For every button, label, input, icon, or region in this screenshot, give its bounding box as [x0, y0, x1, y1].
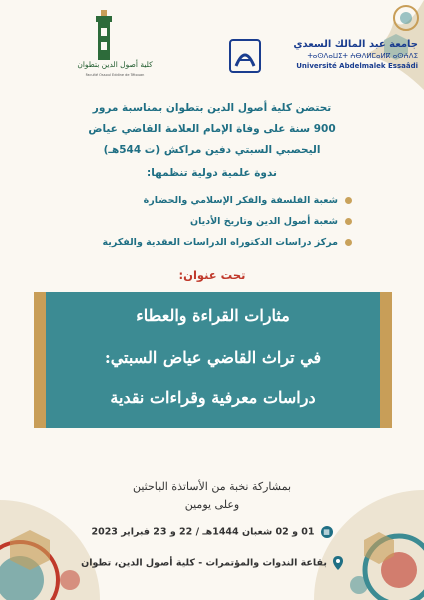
university-name-tz: ⵜⴰⵙⴷⴰⵡⵉⵜ ⵄⴱⴷⵍⵎⴰⵍⴽ ⴰⵙⵄⴷⵉ: [307, 52, 418, 60]
event-date: [0, 526, 424, 538]
location-pin-icon: [333, 556, 343, 570]
title-box: [46, 292, 380, 428]
title-box-side-left: [34, 292, 46, 428]
participation-text: [30, 478, 394, 514]
university-name-en: Université Abdelmalek Essaâdi: [296, 62, 418, 70]
title-box-side-right: [380, 292, 392, 428]
participation-line-1: بمشاركة نخبة من الأساتذة الباحثين: [132, 480, 292, 493]
under-title-label: تحت عنوان:: [178, 268, 246, 282]
faculty-name-ar: كلية أصول الدين بتطوان: [77, 60, 153, 69]
intro-line-3: اليحصبي السبتي دفين مراكش (ت 544هـ): [103, 144, 321, 156]
organizer-label: شعبة أصول الدين وتاريخ الأديان: [189, 216, 338, 227]
university-emblem-icon: [228, 38, 262, 74]
organizer-item: [60, 190, 352, 211]
organizer-item: [60, 211, 352, 232]
faculty-name-en: Faculté Ossoul Eddine de Tétouan: [85, 73, 145, 77]
participation-line-2: وعلى يومين: [184, 498, 240, 511]
bullet-icon: [345, 197, 352, 204]
university-logo: [228, 38, 424, 78]
faculty-logo: [60, 10, 170, 82]
organizer-label: شعبة الفلسفة والفكر الإسلامي والحضارة: [143, 195, 338, 206]
intro-text: [20, 98, 404, 161]
bullet-icon: [345, 218, 352, 225]
intro-line-2: 900 سنة على وفاة الإمام العلامة القاضي عياض: [88, 123, 336, 135]
organizers-list: [60, 190, 352, 253]
bullet-icon: [345, 239, 352, 246]
title-line-3: دراسات معرفية وقراءات نقدية: [110, 388, 316, 407]
event-venue-text: بقاعة الندوات والمؤتمرات - كلية أصول الدين، تطوان: [81, 557, 327, 569]
event-venue: [0, 556, 424, 570]
university-name-ar: جامعة عبد المالك السعدي: [293, 39, 418, 50]
intro-line-1: تحتضن كلية أصول الدين بتطوان بمناسبة مرور: [92, 102, 332, 114]
title-line-1: مثارات القراءة والعطاء: [136, 306, 290, 325]
organizer-label: مركز دراسات الدكتوراه الدراسات العقدية والفكرية: [102, 237, 338, 248]
title-line-2: في تراث القاضي عياض السبتي:: [104, 348, 322, 367]
event-date-text: 01 و 02 شعبان 1444هـ / 22 و 23 فبراير 2023: [91, 526, 315, 538]
organizer-item: [60, 232, 352, 253]
organizers-title: ندوة علمية دولية تنظمها:: [147, 167, 277, 179]
calendar-icon: ▦: [321, 526, 333, 538]
minaret-icon: [92, 10, 116, 60]
